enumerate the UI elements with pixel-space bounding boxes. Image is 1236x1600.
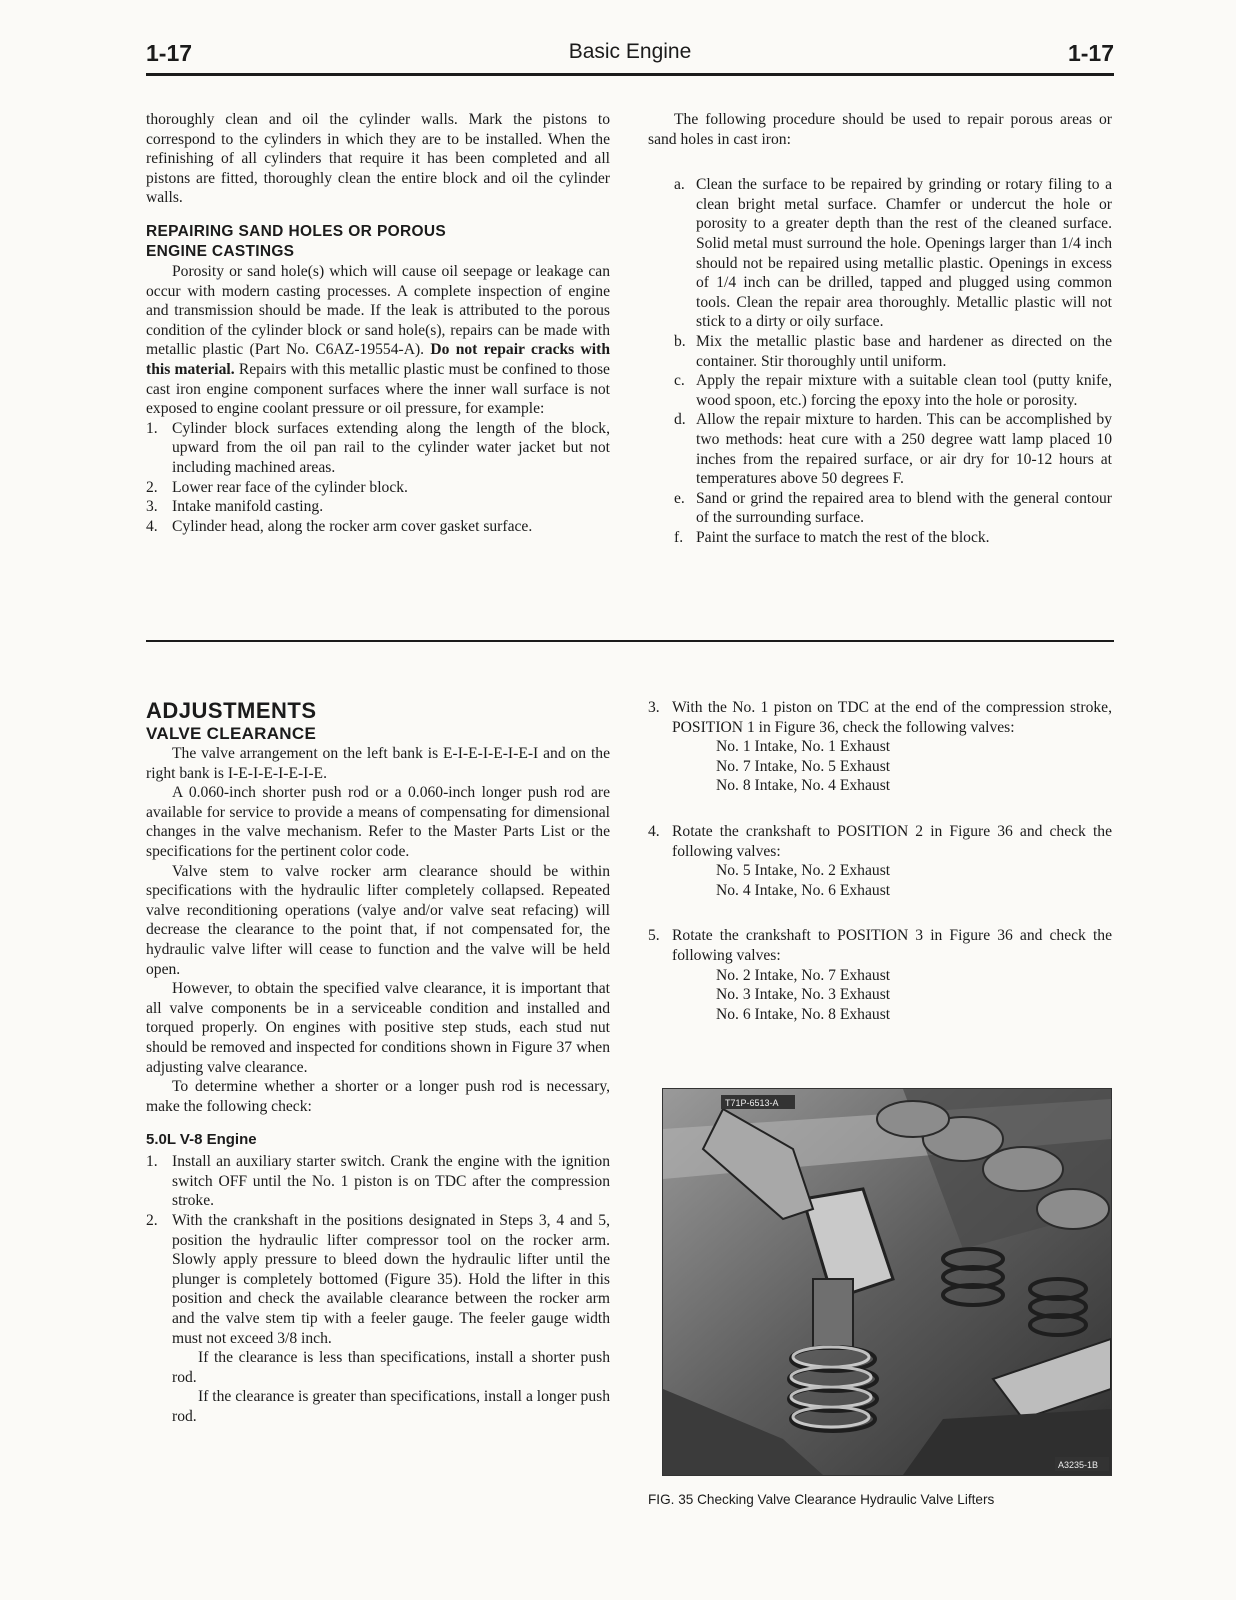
list-item — [648, 528, 1112, 548]
column-left-bottom — [146, 698, 610, 1427]
list-marker: d. — [674, 411, 686, 429]
list-text: With the crankshaft in the positions designated in Steps 3, 4 and 5, position the hydraulic lifter compressor tool on the rocker arm. Slowly apply pressure to bleed down the hydraulic lifter until the plunger is completely bottomed (Figure 35). Hold the lifter in this position and check the available clearance between the rocker arm and the valve stem tip with a feeler gauge. The feeler gauge width must not exceed 3/8 inch. — [172, 1212, 610, 1347]
list-text: Intake manifold casting. — [172, 498, 324, 516]
text-run: Repairs with this metallic plastic must be confined to those cast iron engine component surfaces where the inner wall surface is not exposed to engine coolant pressure or oil pressure, for example: — [146, 360, 610, 418]
paragraph: If the clearance is less than specifications, install a shorter push rod. — [172, 1349, 610, 1386]
list-marker: 1. — [146, 419, 158, 437]
list-item — [648, 175, 1112, 332]
step-text: Rotate the crankshaft to POSITION 2 in Figure 36 and check the following valves: — [672, 822, 1112, 860]
step-text: Rotate the crankshaft to POSITION 3 in Figure 36 and check the following valves: — [672, 927, 1112, 964]
list-text: Install an auxiliary starter switch. Crank the engine with the ignition switch OFF until the No. 1 piston is on TDC after the compression stroke. — [172, 1153, 610, 1210]
step-text: With the No. 1 piston on TDC at the end of the compression stroke, POSITION 1 in Figure 36, check the following valves: — [672, 699, 1112, 736]
engine-photo-illustration — [663, 1089, 1111, 1475]
valve-pair: No. 4 Intake, No. 6 Exhaust — [716, 881, 891, 899]
paragraph: thoroughly clean and oil the cylinder walls. Mark the pistons to correspond to the cylinders in which they are to be installed. When the refinishing of all cylinders that require it has been completed and all pistons are fitted, thoroughly clean the entire block and oil the cylinder walls. — [146, 111, 610, 207]
list-item — [146, 517, 610, 537]
paragraph — [146, 262, 610, 419]
paragraph: A 0.060-inch shorter push rod or a 0.060-inch longer push rod are available for service to provide a means of compensating for dimensional changes in the valve mechanism. Refer to the Master Parts List or the specifications for the pertinent color code. — [146, 784, 610, 860]
page-number-right: 1-17 — [1067, 40, 1114, 66]
paragraph: The following procedure should be used to repair porous areas or sand holes in cast iron: — [648, 111, 1112, 148]
column-left-top — [146, 110, 610, 536]
list-text: Cylinder block surfaces extending along the length of the block, upward from the oil pan rail to the cylinder water jacket but not including machined areas. — [172, 419, 610, 476]
list-marker: 3. — [146, 498, 158, 516]
list-marker: 2. — [146, 1212, 158, 1230]
tool-part-label: T71P-6513-A — [725, 1098, 779, 1108]
list-marker: 2. — [146, 478, 158, 496]
list-item — [648, 371, 1112, 410]
figure-ref-label: A3235-1B — [1058, 1460, 1099, 1470]
list-marker: f. — [674, 528, 684, 546]
step-5 — [648, 926, 1112, 1024]
list-item — [146, 1152, 610, 1211]
valve-pair: No. 3 Intake, No. 3 Exhaust — [716, 986, 891, 1004]
step-marker: 4. — [648, 822, 660, 840]
list-item — [146, 1211, 610, 1348]
warning-text: Do not repair cracks with this material. — [146, 341, 610, 378]
list-text: Cylinder head, along the rocker arm cover gasket surface. — [172, 517, 533, 535]
valve-pair: No. 1 Intake, No. 1 Exhaust — [716, 738, 891, 756]
numbered-list — [146, 1152, 610, 1348]
list-text: Allow the repair mixture to harden. This can be accomplished by two methods: heat cure with a 250 degree watt lamp placed 10 inches from the repaired surface, or air dry for 10-12 hours at temperatures above 50 degrees F. — [696, 411, 1112, 488]
engine-heading: 5.0L V-8 Engine — [146, 1131, 257, 1149]
section-divider — [146, 640, 1114, 642]
list-text: Apply the repair mixture with a suitable clean tool (putty knife, wood spoon, etc.) forcing the epoxy into the hole or porosity. — [696, 372, 1112, 409]
list-marker: c. — [674, 372, 685, 390]
step-marker: 3. — [648, 699, 660, 716]
list-marker: a. — [674, 176, 685, 194]
column-right-bottom — [648, 698, 1112, 1024]
valve-lifter-photo — [662, 1088, 1112, 1476]
valve-list — [672, 966, 1112, 1025]
paragraph: Valve stem to valve rocker arm clearance should be within specifications with the hydraulic lifter completely collapsed. Repeated valve reconditioning operations (valye and/or valve seat refacing) will decrease the clearance to the point that, if not compensated for, the hydraulic valve lifter will cease to function and the valve will be held open. — [146, 862, 610, 978]
list-text: Sand or grind the repaired area to blend with the general contour of the surrounding surface. — [696, 489, 1112, 527]
list-text: Mix the metallic plastic base and hardener as directed on the container. Stir thoroughly until uniform. — [696, 332, 1112, 370]
list-item — [146, 419, 610, 478]
page-header — [146, 40, 1114, 80]
list-marker: b. — [674, 332, 686, 350]
paragraph: The valve arrangement on the left bank is E-I-E-I-E-I-E-I and on the right bank is I-E-I-E-I-E-I-E. — [146, 745, 610, 782]
valve-list — [672, 861, 1112, 900]
paragraph: To determine whether a shorter or a longer push rod is necessary, make the following check: — [146, 1078, 610, 1115]
list-text: Lower rear face of the cylinder block. — [172, 478, 408, 496]
page-number-left: 1-17 — [146, 40, 193, 66]
header-rule — [146, 73, 1114, 76]
section-heading: REPAIRING SAND HOLES OR POROUS ENGINE CASTINGS — [146, 222, 446, 260]
valve-pair: No. 5 Intake, No. 2 Exhaust — [716, 862, 891, 880]
list-item — [146, 497, 610, 517]
lettered-list — [648, 175, 1112, 547]
list-text: Paint the surface to match the rest of the block. — [696, 528, 990, 546]
list-item — [146, 478, 610, 498]
section-heading: ADJUSTMENTS — [146, 698, 317, 723]
valve-pair: No. 2 Intake, No. 7 Exhaust — [716, 966, 891, 984]
list-item — [648, 332, 1112, 371]
valve-pair: No. 7 Intake, No. 5 Exhaust — [716, 757, 891, 775]
list-marker: 1. — [146, 1153, 158, 1171]
paragraph: If the clearance is greater than specifications, install a longer push rod. — [172, 1388, 610, 1425]
step-marker: 5. — [648, 927, 660, 945]
page-title: Basic Engine — [568, 40, 692, 63]
numbered-list — [146, 419, 610, 537]
list-marker: e. — [674, 489, 685, 507]
list-text: Clean the surface to be repaired by grinding or rotary filing to a clean bright metal surface. Chamfer or undercut the hole or porosity to a greater depth than the rest of the cleaned surface. Solid metal must surround the hole. Openings larger than 1/4 inch should not be repaired using metallic plastic. Openings in excess of 1/4 inch can be drilled, tapped and plugged using common tools. Clean the repair area thoroughly. Metallic plastic will not stick to a dirty or oily surface. — [696, 176, 1112, 331]
step-4 — [648, 822, 1112, 900]
list-item — [648, 410, 1112, 488]
list-item — [648, 489, 1112, 528]
valve-pair: No. 6 Intake, No. 8 Exhaust — [716, 1005, 891, 1023]
step-3 — [648, 698, 1112, 796]
figure-caption: FIG. 35 Checking Valve Clearance Hydraulic Valve Lifters — [648, 1492, 995, 1507]
subsection-heading: VALVE CLEARANCE — [146, 724, 317, 743]
column-right-top — [648, 110, 1112, 547]
text-run: Porosity or sand hole(s) which will cause oil seepage or leakage can occur with modern casting processes. A complete inspection of engine and transmission should be made. If the leak is attributed to the porous condition of the cylinder block or sand hole(s), repairs can be made with metallic plastic (Part No. C6AZ-19554-A). — [146, 262, 610, 359]
valve-pair: No. 8 Intake, No. 4 Exhaust — [716, 777, 891, 795]
paragraph: However, to obtain the specified valve clearance, it is important that all valve components be in a serviceable condition and installed and torqued properly. On engines with positive step studs, each stud nut should be removed and inspected for conditions shown in Figure 37 when adjusting valve clearance. — [146, 980, 610, 1076]
valve-list — [672, 737, 1112, 796]
list-marker: 4. — [146, 517, 158, 535]
